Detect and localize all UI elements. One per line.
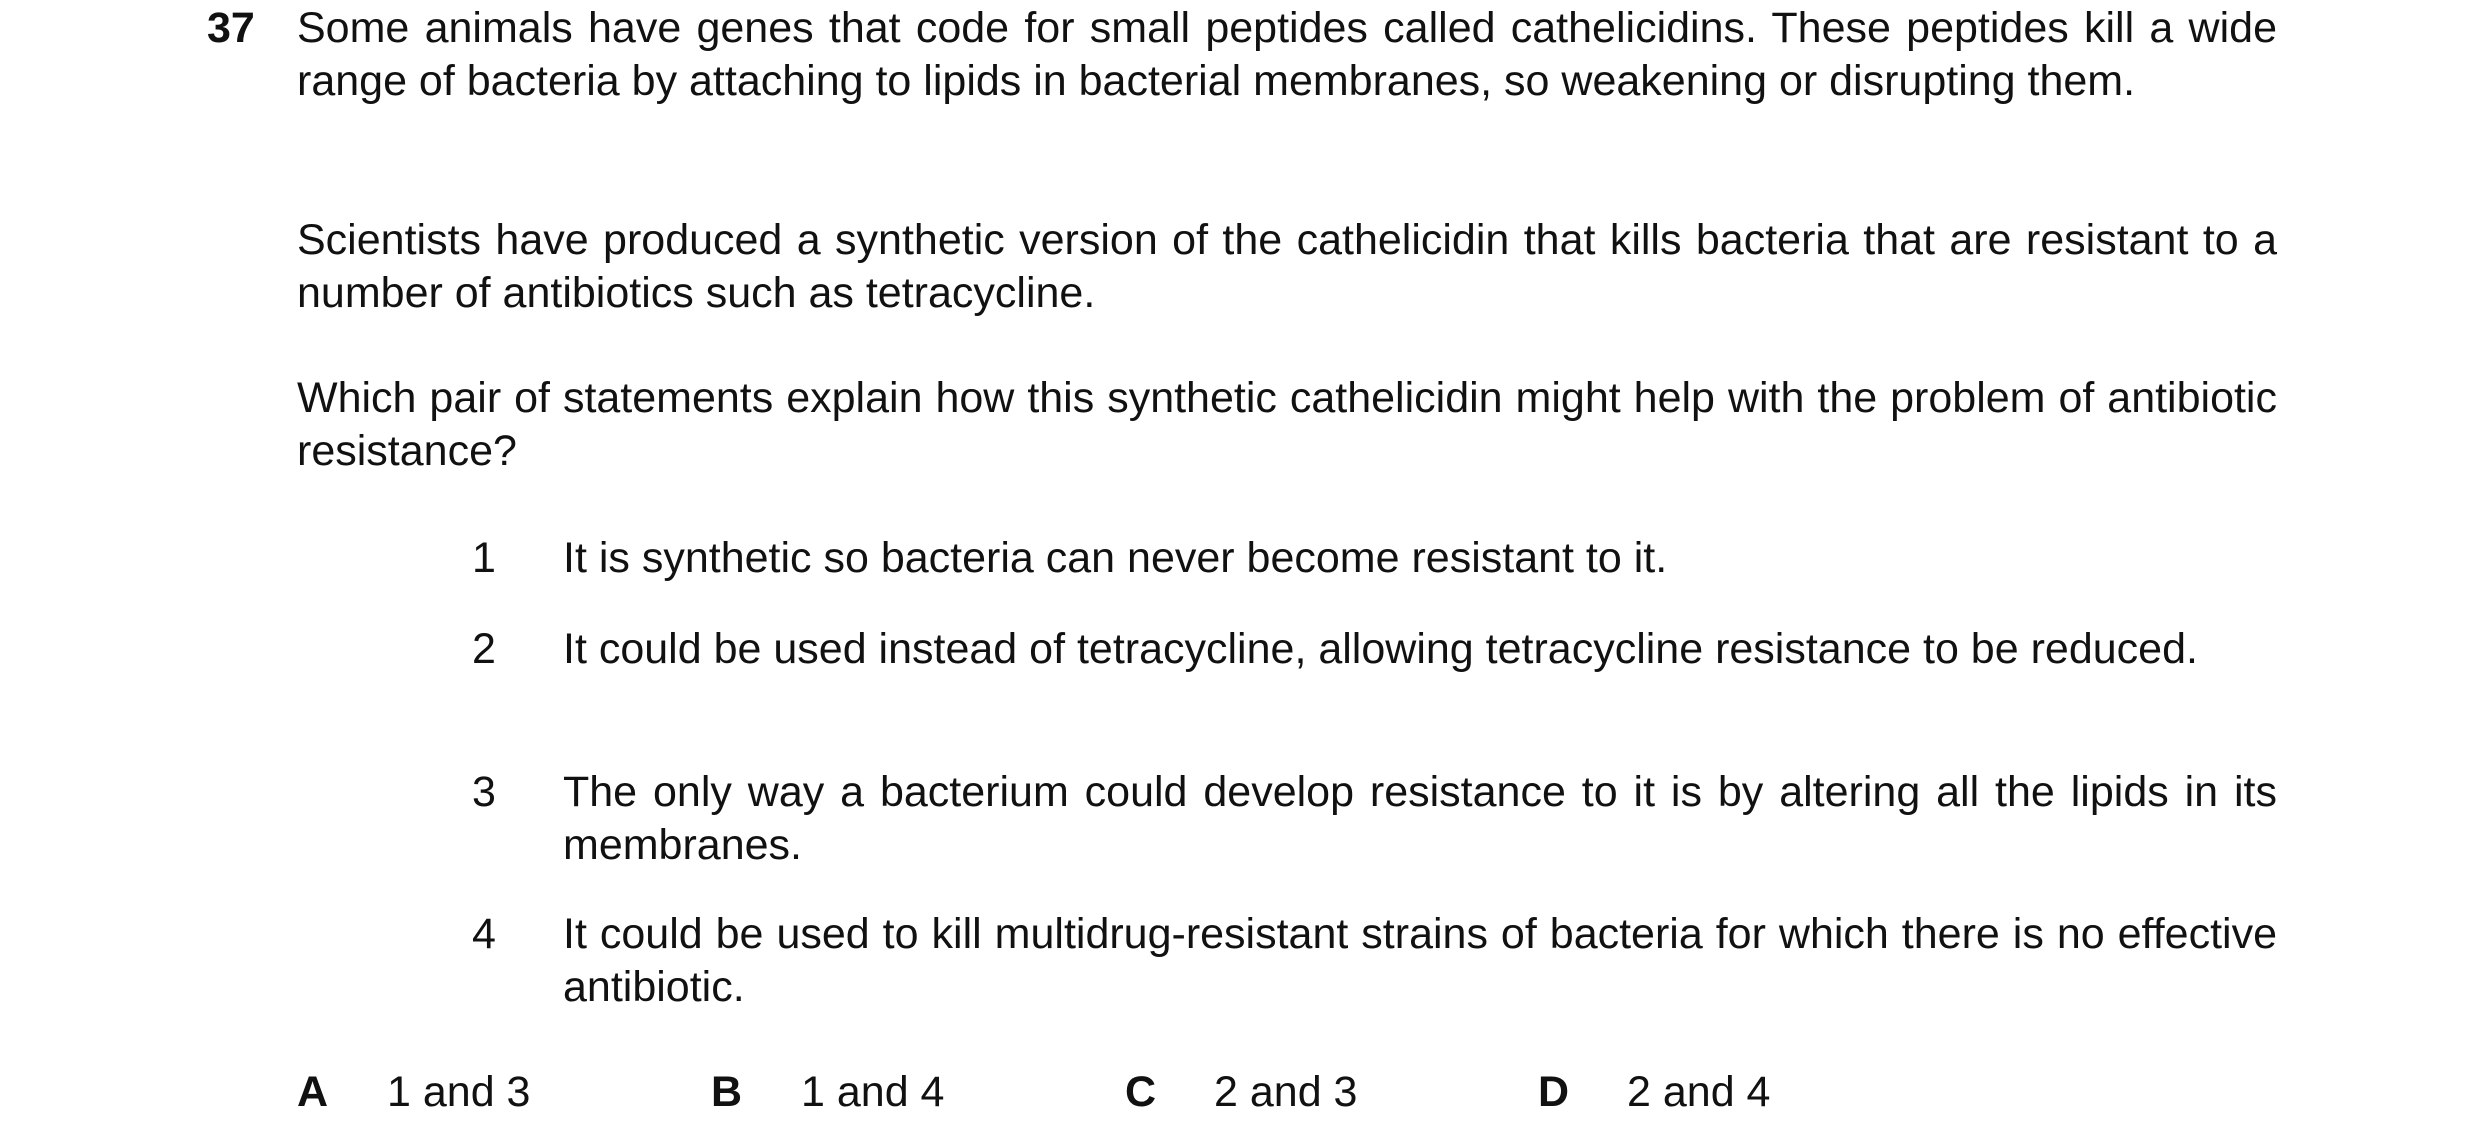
statement-text: It could be used instead of tetracycline, allowing tetracycline resistance to be reduced. — [563, 625, 2198, 673]
answer-option-text-c[interactable]: 2 and 3 — [1214, 1068, 1358, 1116]
statement-number: 2 — [472, 625, 496, 673]
question-intro-paragraph: Some animals have genes that code for small peptides called cathelicidins. These peptides kill a wide range of bacteria by attaching to lipids in bacterial membranes, so weakening or disrupting them. — [297, 4, 2277, 105]
answer-option-text-b[interactable]: 1 and 4 — [801, 1068, 945, 1116]
answer-option-letter-a[interactable]: A — [297, 1068, 329, 1116]
answer-option-letter-c[interactable]: C — [1125, 1068, 1157, 1116]
answer-option-text-a[interactable]: 1 and 3 — [387, 1068, 531, 1116]
statement-text: The only way a bacterium could develop resistance to it is by altering all the lipids in its membranes. — [563, 768, 2277, 869]
statement-number: 4 — [472, 910, 496, 958]
question-context-paragraph: Scientists have produced a synthetic version of the cathelicidin that kills bacteria that are resistant to a number of antibiotics such as tetracycline. — [297, 216, 2277, 317]
statement-number: 1 — [472, 534, 496, 582]
answer-option-letter-b[interactable]: B — [711, 1068, 743, 1116]
answer-option-letter-d[interactable]: D — [1538, 1068, 1570, 1116]
statement-number: 3 — [472, 768, 496, 816]
statement-text: It could be used to kill multidrug-resistant strains of bacteria for which there is no effective antibiotic. — [563, 910, 2277, 1011]
question-prompt: Which pair of statements explain how this synthetic cathelicidin might help with the problem of antibiotic resistance? — [297, 374, 2277, 475]
question-number: 37 — [207, 4, 255, 52]
statement-text: It is synthetic so bacteria can never become resistant to it. — [563, 534, 1668, 582]
answer-option-text-d[interactable]: 2 and 4 — [1627, 1068, 1771, 1116]
